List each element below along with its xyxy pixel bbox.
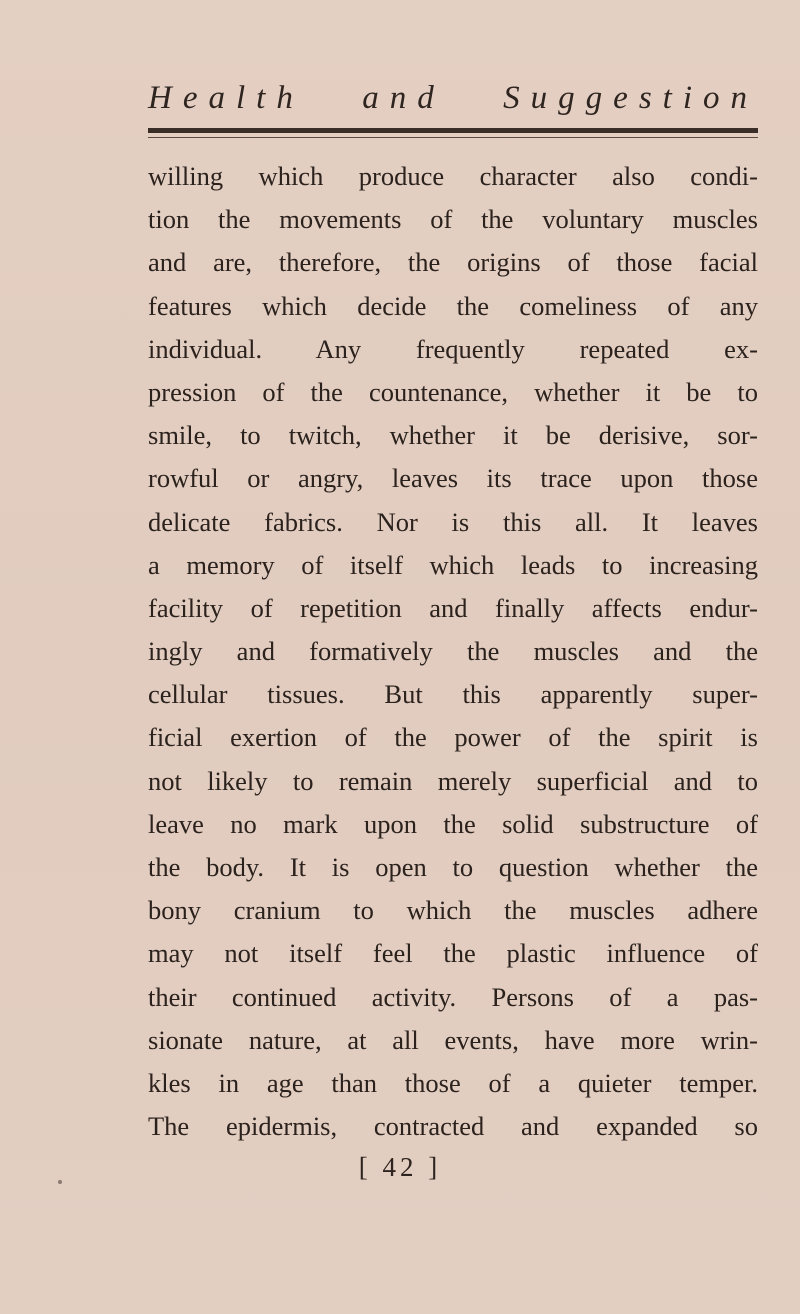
text-line: individual. Any frequently repeated ex- [148,333,758,364]
text-line: pression of the countenance, whether it be to [148,376,758,407]
text-line: willing which produce character also condi- [148,161,758,191]
running-head [148,80,758,117]
text-line: the body. It is open to question whether the [148,852,758,882]
text-line: cellular tissues. But this apparently super- [148,679,758,710]
running-head-left: Health [148,80,304,116]
body-text [148,155,758,1148]
text-line: a memory of itself which leads to increasing [148,549,758,580]
text-line: rowful or angry, leaves its trace upon those [148,463,758,494]
header-rule-thin [148,137,758,138]
text-line: may not itself feel the plastic influence of [148,938,758,969]
text-line: kles in age than those of a quieter temper. [148,1067,758,1098]
page-number: [ 42 ] [358,1152,442,1182]
running-head-right: Suggestion [503,80,758,116]
text-line: smile, to twitch, whether it be derisive, sor- [148,420,758,451]
text-line: facility of repetition and finally affects endur- [148,592,758,623]
text-line: leave no mark upon the solid substructure of [148,808,758,839]
text-line: bony cranium to which the muscles adhere [148,895,758,926]
text-line: features which decide the comeliness of any [148,290,758,321]
text-line: and are, therefore, the origins of those facial [148,247,758,278]
text-line: not likely to remain merely superficial and to [148,765,758,796]
text-line: sionate nature, at all events, have more wrin- [148,1024,758,1055]
text-line: their continued activity. Persons of a pas- [148,981,758,1012]
text-line: tion the movements of the voluntary muscles [148,204,758,235]
header-rule [148,128,758,133]
text-line: delicate fabrics. Nor is this all. It leaves [148,506,758,537]
text-line: ficial exertion of the power of the spirit is [148,722,758,753]
running-head-middle: and [362,80,445,116]
text-line: The epidermis, contracted and expanded so [148,1111,758,1142]
text-line: ingly and formatively the muscles and the [148,636,758,667]
paper-speck [58,1180,62,1184]
